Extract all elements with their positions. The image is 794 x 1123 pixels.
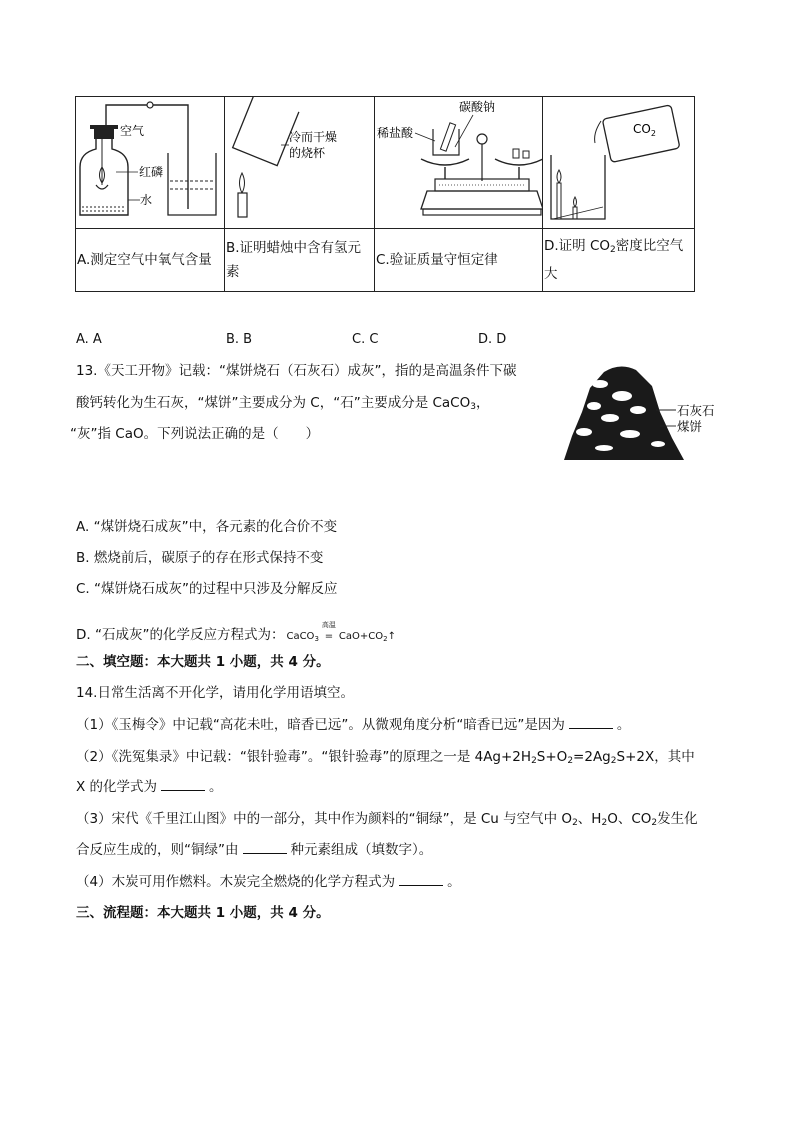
q12-option-c[interactable]: C. C: [352, 332, 379, 347]
label-coal-cake: 煤饼: [677, 419, 703, 434]
candle-beaker-figure: [225, 97, 375, 228]
q14-part2-line2: X 的化学式为 。: [76, 779, 223, 795]
label-cold-dry-1: 冷而干燥: [289, 130, 338, 144]
q14-part2: （2）《洗冤集录》中记载：“银针验毒”。“银针验毒”的原理之一是 $4Ag+2H_2S+O_2=2Ag_2S+2X$，其中: [76, 749, 695, 766]
q13-option-d[interactable]: D. “石成灰”的化学反应方程式为： CaCO$_3$ 高温 = $CaO+CO_2↑$: [76, 619, 396, 649]
co2-pour-figure: [543, 97, 695, 228]
q13-line3: “灰”指 CaO。下列说法正确的是（ ）: [70, 426, 320, 442]
answer-blank-2[interactable]: [161, 778, 205, 791]
figure-cell-a: [76, 97, 225, 229]
figure-cell-d: [543, 97, 695, 229]
section-3-heading: 三、流程题：本大题共 1 小题，共 4 分。: [76, 905, 330, 921]
label-cold-dry-2: 的烧杯: [289, 146, 326, 160]
equation: CaCO$_3$ 高温 = $CaO+CO_2↑$: [286, 621, 396, 643]
label-co2: $CO_2$: [633, 122, 656, 138]
caption-d: D.证明 $CO_2$密度比空气 大: [543, 229, 695, 292]
limestone-kiln-figure: [560, 362, 725, 466]
label-air: 空气: [120, 124, 145, 138]
label-water: 水: [140, 193, 153, 207]
q13-line2: 酸钙转化为生石灰，“煤饼”主要成分为 C，“石”主要成分是 CaCO$_3$，: [76, 395, 490, 412]
q14-part1: （1）《玉梅令》中记载“高花未吐，暗香已远”。从微观角度分析“暗香已远”是因为 。: [76, 717, 631, 733]
figure-cell-c: [375, 97, 543, 229]
q13-option-a[interactable]: A. “煤饼烧石成灰”中，各元素的化合价不变: [76, 519, 338, 535]
caption-a: A.测定空气中氧气含量: [76, 229, 225, 292]
answer-blank-4[interactable]: [399, 873, 443, 886]
answer-blank-1[interactable]: [569, 716, 613, 729]
balance-figure: [375, 97, 543, 228]
oxygen-measurement-figure: [76, 97, 225, 228]
label-sodium-carbonate: 碳酸钠: [459, 100, 496, 114]
experiment-table: [75, 96, 695, 292]
caption-b: B.证明蜡烛中含有氢元 素: [225, 229, 375, 292]
q14-part4: （4）木炭可用作燃料。木炭完全燃烧的化学方程式为 。: [76, 874, 461, 890]
figure-cell-b: [225, 97, 375, 229]
q13-option-b[interactable]: B. 燃烧前后，碳原子的存在形式保持不变: [76, 550, 324, 566]
q12-option-b[interactable]: B. B: [226, 332, 253, 347]
q13-line1: 13.《天工开物》记载：“煤饼烧石（石灰石）成灰”，指的是高温条件下碳: [76, 363, 517, 379]
q13-option-c[interactable]: C. “煤饼烧石成灰”的过程中只涉及分解反应: [76, 581, 338, 597]
q14-intro: 14.日常生活离不开化学，请用化学用语填空。: [76, 685, 354, 701]
label-phosphorus: 红磷: [139, 165, 164, 179]
q12-option-a[interactable]: A. A: [76, 332, 102, 347]
section-2-heading: 二、填空题：本大题共 1 小题，共 4 分。: [76, 654, 330, 670]
label-acid: 稀盐酸: [377, 126, 414, 140]
q14-part3-line2: 合反应生成的，则“铜绿”由 种元素组成（填数字）。: [76, 842, 433, 858]
label-limestone: 石灰石: [677, 403, 715, 418]
q14-part3: （3）宋代《千里江山图》中的一部分，其中作为颜料的“铜绿”，是 Cu 与空气中 $O_2$、$H_2O$、$CO_2$发生化: [76, 811, 698, 828]
answer-blank-3[interactable]: [243, 841, 287, 854]
caption-c: C.验证质量守恒定律: [375, 229, 543, 292]
q12-option-d[interactable]: D. D: [478, 332, 507, 347]
